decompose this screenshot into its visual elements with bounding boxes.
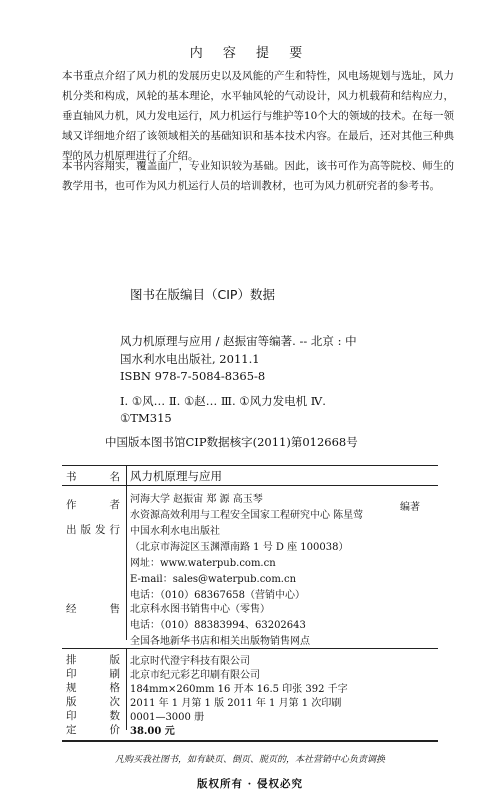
cip-line-1: 风力机原理与应用 / 赵振宙等编著. -- 北京 : 中 <box>120 334 357 348</box>
label-distribution: 经 售 <box>66 603 122 615</box>
edition-value: 2011 年 1 月第 1 版 2011 年 1 月第 1 次印刷 <box>130 698 342 709</box>
label-book-name: 书 名 <box>66 471 122 483</box>
author-suffix: 编著 <box>400 502 420 513</box>
label-price: 定 价 <box>66 724 122 736</box>
distributor-network: 全国各地新华书店和相关出版物销售网点 <box>130 636 310 647</box>
table-top-rule <box>62 465 438 466</box>
distributor-phone: 电话：（010）88383994、63202643 <box>130 620 306 631</box>
publisher-web: 网址：www.waterpub.com.cn <box>130 558 276 569</box>
price-value: 38.00 元 <box>130 726 175 737</box>
publisher-address: （北京市海淀区玉渊潭南路 1 号 D 座 100038） <box>130 542 349 553</box>
cip-line-3: ISBN 978-7-5084-8365-8 <box>120 369 266 383</box>
label-specification: 规 格 <box>66 682 122 694</box>
label-edition: 版 次 <box>66 696 122 708</box>
copyright-notice: 版权所有 · 侵权必究 <box>197 778 303 790</box>
cip-heading: 图书在版编目（CIP）数据 <box>130 287 275 302</box>
label-print-run: 印 数 <box>66 710 122 722</box>
table-divider-lower <box>126 648 127 730</box>
summary-paragraph-2: 本书内容翔实，覆盖面广，专业知识较为基础。因此，该书可作为高等院校、师生的教学用书，也可作为风力机运行人员的培训教材，也可为风力机研究者的参考书。 <box>62 160 454 192</box>
publisher-name: 中国水利水电出版社 <box>130 526 220 537</box>
table-bottom-rule <box>62 740 438 742</box>
specification-value: 184mm×260mm 16 开本 16.5 印张 392 千字 <box>130 684 348 695</box>
label-author: 作 者 <box>66 499 122 511</box>
author-line-1: 河海大学 赵振宙 郑 源 高玉琴 <box>130 494 263 505</box>
label-printing: 印 刷 <box>66 668 122 680</box>
publisher-email: E-mail：sales@waterpub.com.cn <box>130 574 297 585</box>
label-typesetting: 排 版 <box>66 654 122 666</box>
book-name-rule <box>62 485 438 486</box>
cip-line-4: Ⅰ. ①风… Ⅱ. ①赵… Ⅲ. ①风力发电机 Ⅳ. <box>120 394 326 408</box>
cip-record-number: 中国版本图书馆CIP数据核字(2011)第012668号 <box>105 435 358 449</box>
cip-line-2: 国水利水电出版社, 2011.1 <box>120 352 260 366</box>
label-publisher: 出 版 发 行 <box>66 524 122 536</box>
summary-title: 内 容 提 要 <box>189 46 311 61</box>
summary-paragraph-1: 本书重点介绍了风力机的发展历史以及风能的产生和特性，风电场规划与选址，风力机分类和构成，风轮的基本理论，水平轴风轮的气动设计，风力机载荷和结构应力，垂直轴风力机，风力发电运行，风力机运行与维护等10个大的领域的技术。在每一领域又详细地介绍了该领域相关的基础知识和基本技术内容。在最后，还对其他三种典型的风力机原理进行了介绍。 <box>62 70 454 162</box>
typesetting-value: 北京时代澄宇科技有限公司 <box>130 656 250 667</box>
table-middle-rule <box>62 648 438 649</box>
table-divider-upper <box>126 465 127 640</box>
replacement-note: 凡购买我社图书，如有缺页、倒页、脱页的，本社营销中心负责调换 <box>114 755 385 765</box>
print-run-value: 0001—3000 册 <box>130 712 205 723</box>
book-name: 风力机原理与应用 <box>130 469 222 483</box>
distributor-name: 北京科水图书销售中心（零售） <box>130 604 270 615</box>
author-line-2: 水资源高效利用与工程安全国家工程研究中心 陈星莺 <box>130 510 364 521</box>
printing-value: 北京市纪元彩艺印刷有限公司 <box>130 670 260 681</box>
cip-line-5: ①TM315 <box>120 411 172 425</box>
publisher-phone: 电话：（010）68367658（营销中心） <box>130 590 305 601</box>
